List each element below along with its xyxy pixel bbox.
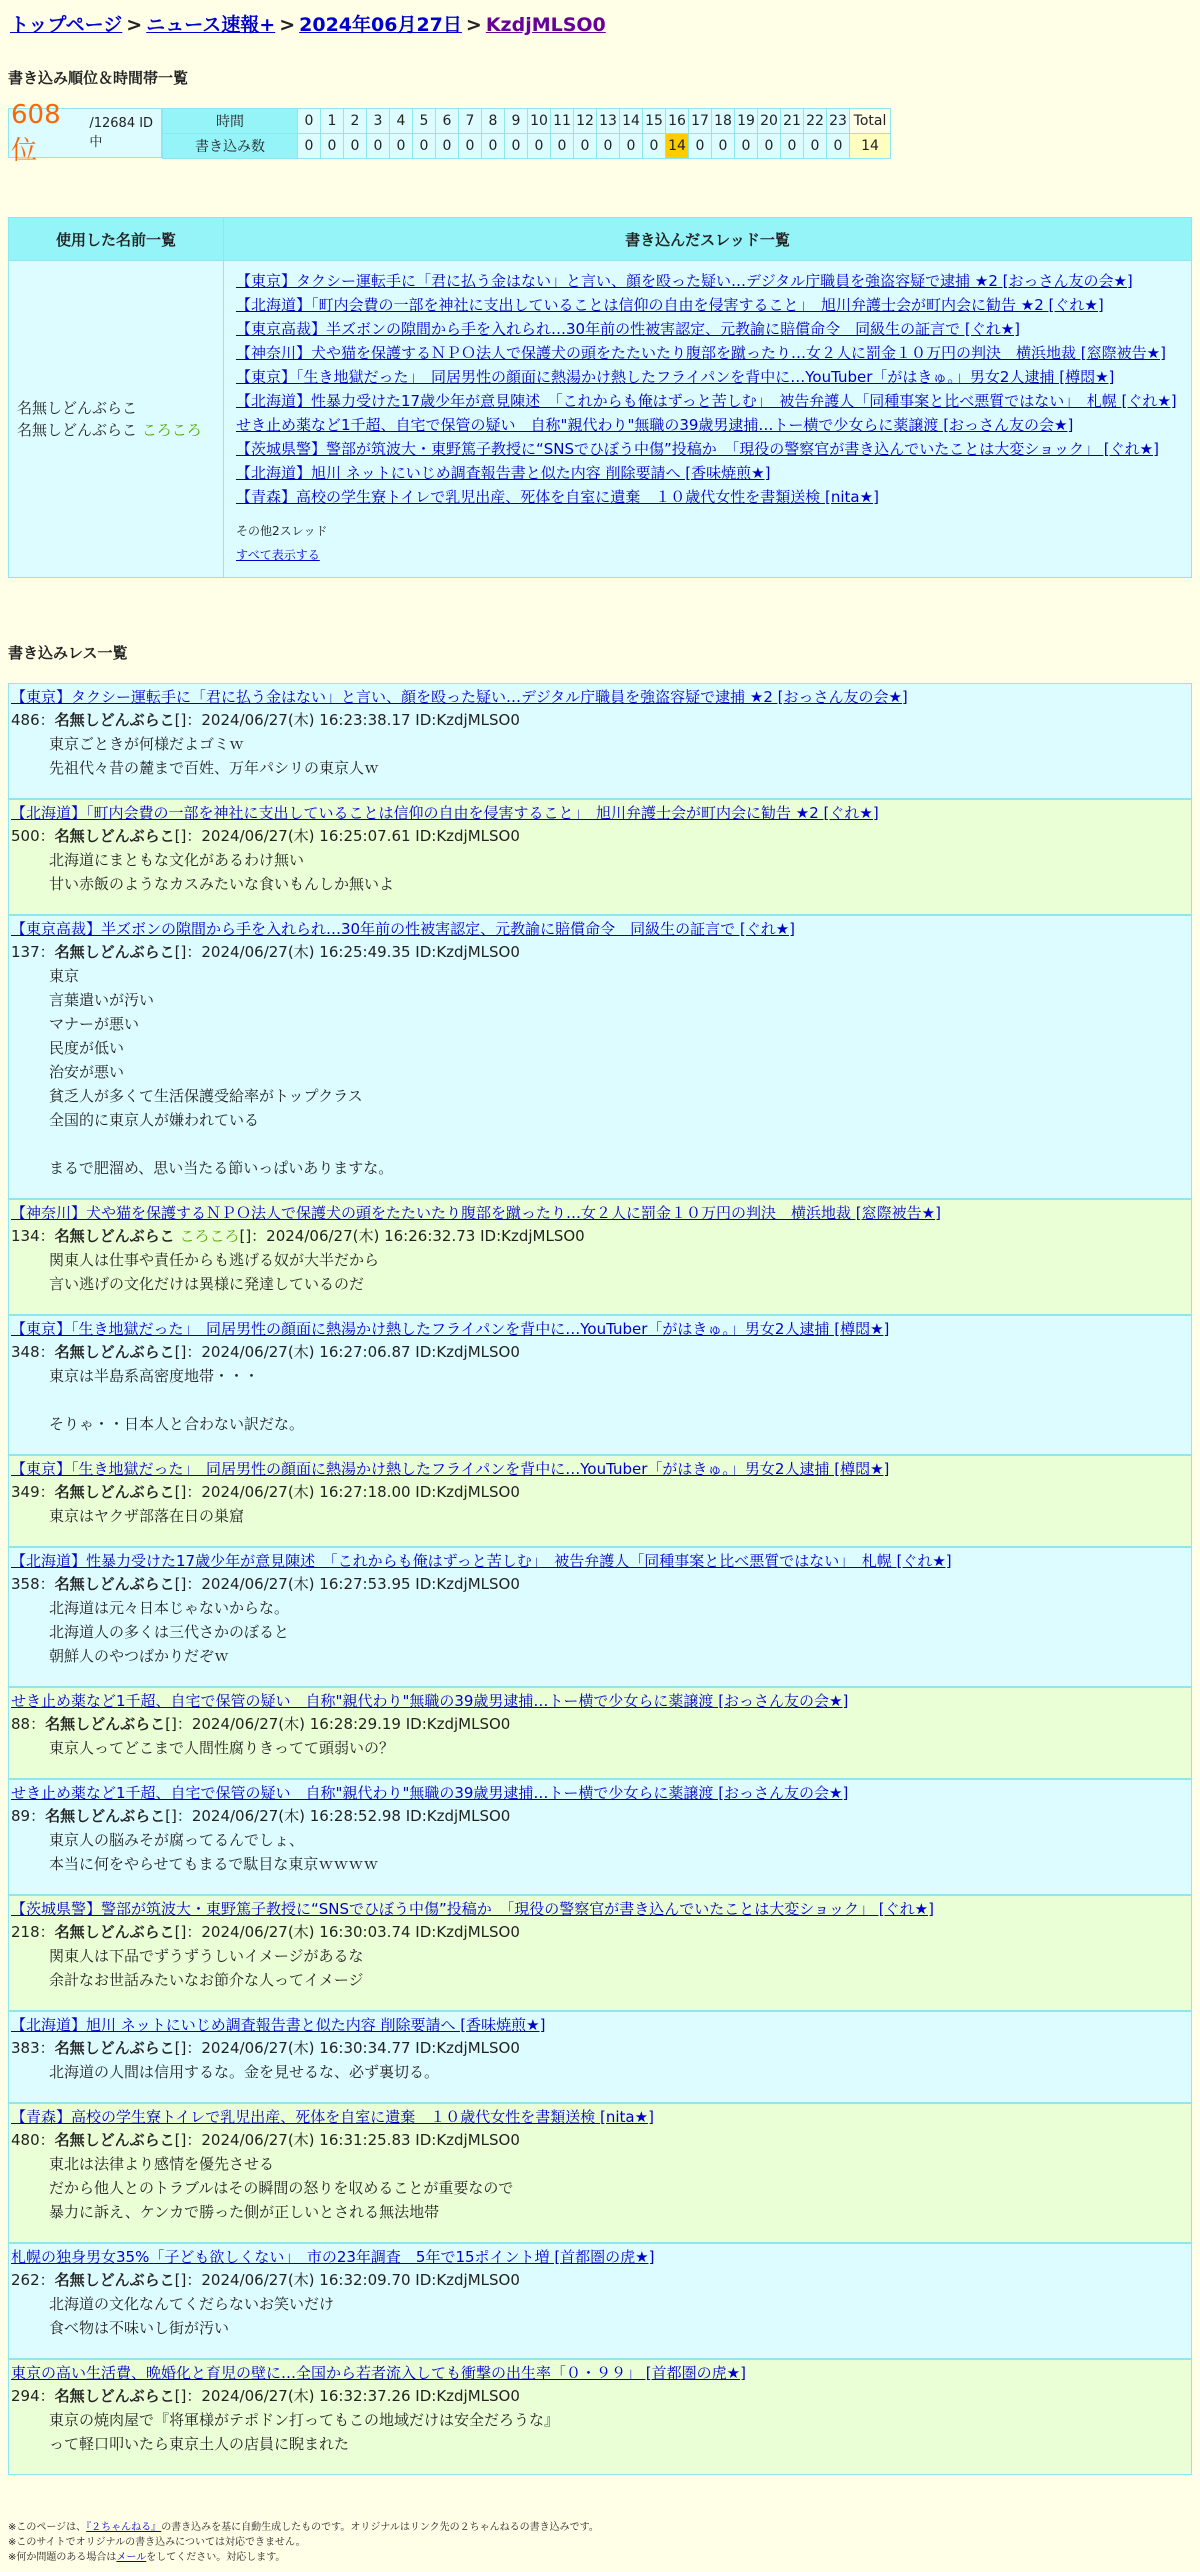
count-cell: 0 xyxy=(781,134,804,159)
more-threads xyxy=(236,519,1179,567)
post-thread-link[interactable]: 【茨城県警】警部が筑波大・東野篤子教授に“SNSでひぼう中傷”投稿か 「現役の警察官が書き込んでいたことは大変ショック」 [ぐれ★] xyxy=(11,1900,934,1918)
breadcrumb-board-link[interactable]: ニュース速報+ xyxy=(146,14,276,36)
time-row-label: 時間 xyxy=(163,109,298,134)
thread-list xyxy=(236,269,1179,509)
post-body: 東京は半島系高密度地帯・・・ そりゃ・・日本人と合わない訳だな。 xyxy=(49,1367,305,1433)
post-author-name: 名無しどんぶらこ xyxy=(54,2271,175,2289)
post-meta: []：2024/06/27(木) 16:28:29.19 ID:KzdjMLSO0 xyxy=(165,1715,511,1733)
post-author-name: 名無しどんぶらこ xyxy=(54,1227,175,1245)
thread-link[interactable]: 【神奈川】犬や猫を保護するＮＰＯ法人で保護犬の頭をたたいたり腹部を蹴ったり…女２人に罰金１０万円の判決 横浜地裁 [窓際被告★] xyxy=(236,344,1166,362)
count-cell: 0 xyxy=(689,134,712,159)
post-header xyxy=(9,1572,1191,1596)
hour-header-cell: 12 xyxy=(574,109,597,134)
post-body: 東京の焼肉屋で『将軍様がテポドン打ってもこの地域だけは安全だろうな』 って軽口叩いたら東京土人の店員に睨まれた xyxy=(49,2411,560,2453)
post-body: 北海道にまともな文化があるわけ無い 甘い赤飯のようなカスみたいな食いもんしか無いよ xyxy=(49,851,395,893)
post-thread-title xyxy=(9,1550,1191,1572)
footer xyxy=(8,2520,1192,2565)
post-author-green: ころころ xyxy=(179,1227,240,1245)
posts-heading: 書き込みレス一覧 xyxy=(8,644,128,662)
post-body: 東北は法律より感情を優先させる だから他人とのトラブルはその瞬間の怒りを収めることが重要なので 暴力に訴え、ケンカで勝った側が正しいとされる無法地帯 xyxy=(49,2155,514,2221)
breadcrumb xyxy=(10,10,1192,37)
post-thread-link[interactable]: 【北海道】性暴力受けた17歳少年が意見陳述 「これからも俺はずっと苦しむ」 被告弁護人「同種事案と比べ悪質ではない」 札幌 [ぐれ★] xyxy=(11,1552,952,1570)
post-thread-title xyxy=(9,1458,1191,1480)
post-list xyxy=(8,683,1192,2475)
post-thread-link[interactable]: 札幌の独身男女35%「子ども欲しくない」 市の23年調査 5年で15ポイント増 [首都圏の虎★] xyxy=(11,2248,655,2266)
post-colon: ： xyxy=(39,1227,55,1245)
post-colon: ： xyxy=(30,1807,46,1825)
count-cell: 0 xyxy=(459,134,482,159)
threads-cell xyxy=(224,261,1192,578)
post-thread-title xyxy=(9,1690,1191,1712)
breadcrumb-separator: > xyxy=(465,14,482,36)
post xyxy=(8,1455,1192,1547)
name-item xyxy=(17,419,215,441)
thread-link[interactable]: 【東京高裁】半ズボンの隙間から手を入れられ…30年前の性被害認定、元教諭に賠償命令 同級生の証言で [ぐれ★] xyxy=(236,320,1021,338)
post-header xyxy=(9,2384,1191,2408)
hour-header-cell: 7 xyxy=(459,109,482,134)
count-cell: 0 xyxy=(482,134,505,159)
post xyxy=(8,2103,1192,2243)
hour-header-cell: 3 xyxy=(367,109,390,134)
post-body: 関東人は仕事や責任からも逃げる奴が大半だから 言い逃げの文化だけは異様に発達しているのだ xyxy=(49,1251,380,1293)
post-colon: ： xyxy=(39,2387,55,2405)
post-body: 北海道の人間は信用するな。金を見せるな、必ず裏切る。 xyxy=(49,2063,440,2081)
post-thread-link[interactable]: せき止め薬など1千超、自宅で保管の疑い 自称"親代わり"無職の39歳男逮捕…トー横で少女らに薬譲渡 [おっさん友の会★] xyxy=(11,1692,849,1710)
post-colon: ： xyxy=(39,2271,55,2289)
count-cell: 0 xyxy=(574,134,597,159)
post-header xyxy=(9,1712,1191,1736)
post-header xyxy=(9,1224,1191,1248)
post-number: 294 xyxy=(11,2387,40,2405)
hourly-table xyxy=(162,108,891,159)
post-header xyxy=(9,1804,1191,1828)
post-body: 東京人ってどこまで人間性腐りきってて頭弱いの？ xyxy=(49,1739,395,1757)
post xyxy=(8,683,1192,799)
hour-header-cell: 16 xyxy=(666,109,689,134)
post-number: 89 xyxy=(11,1807,31,1825)
count-cell: 0 xyxy=(390,134,413,159)
post-author-name: 名無しどんぶらこ xyxy=(54,827,175,845)
show-all-threads-link[interactable]: すべて表示する xyxy=(236,548,320,562)
post-number: 218 xyxy=(11,1923,40,1941)
post xyxy=(8,1199,1192,1315)
count-cell: 0 xyxy=(298,134,321,159)
count-cell: 0 xyxy=(413,134,436,159)
hour-header-cell: 8 xyxy=(482,109,505,134)
post xyxy=(8,2243,1192,2359)
post-meta: []：2024/06/27(木) 16:27:53.95 ID:KzdjMLSO0 xyxy=(174,1575,520,1593)
post-thread-title xyxy=(9,2362,1191,2384)
post-colon: ： xyxy=(39,943,55,961)
post-meta: []：2024/06/27(木) 16:32:37.26 ID:KzdjMLSO0 xyxy=(174,2387,520,2405)
post-thread-link[interactable]: 東京の高い生活費、晩婚化と育児の壁に…全国から若者流入しても衝撃の出生率「０・９９」 [首都圏の虎★] xyxy=(11,2364,746,2382)
post-colon: ： xyxy=(39,827,55,845)
rank-total-ids: /12684 ID中 xyxy=(89,116,154,150)
post-header xyxy=(9,2128,1191,2152)
hour-header-cell: 0 xyxy=(298,109,321,134)
post-colon: ： xyxy=(39,2131,55,2149)
post xyxy=(8,915,1192,1199)
post-number: 262 xyxy=(11,2271,40,2289)
hour-header-cell: 23 xyxy=(827,109,850,134)
thread-link[interactable]: 【青森】高校の学生寮トイレで乳児出産、死体を自室に遺棄 １０歳代女性を書類送検 [nita★] xyxy=(236,488,879,506)
thread-link[interactable]: 【北海道】性暴力受けた17歳少年が意見陳述 「これからも俺はずっと苦しむ」 被告弁護人「同種事案と比べ悪質ではない」 札幌 [ぐれ★] xyxy=(236,392,1177,410)
post-author-name: 名無しどんぶらこ xyxy=(54,1923,175,1941)
post-thread-link[interactable]: 【青森】高校の学生寮トイレで乳児出産、死体を自室に遺棄 １０歳代女性を書類送検 [nita★] xyxy=(11,2108,654,2126)
post-thread-link[interactable]: せき止め薬など1千超、自宅で保管の疑い 自称"親代わり"無職の39歳男逮捕…トー横で少女らに薬譲渡 [おっさん友の会★] xyxy=(11,1784,849,1802)
post-author-name: 名無しどんぶらこ xyxy=(54,2131,175,2149)
post-colon: ： xyxy=(39,1343,55,1361)
breadcrumb-id-link[interactable]: KzdjMLSO0 xyxy=(485,14,606,36)
post-author-name: 名無しどんぶらこ xyxy=(54,2039,175,2057)
hour-header-cell: 2 xyxy=(344,109,367,134)
hour-header-cell: 6 xyxy=(436,109,459,134)
hour-header-cell: 22 xyxy=(804,109,827,134)
post-number: 486 xyxy=(11,711,40,729)
post-header xyxy=(9,2268,1191,2292)
footer-mail-link[interactable]: メール xyxy=(116,2552,147,2563)
post-colon: ： xyxy=(39,1923,55,1941)
post-body: 関東人は下品でずうずうしいイメージがあるな 余計なお世話みたいなお節介な人ってイメージ xyxy=(49,1947,364,1989)
rank-box xyxy=(8,99,162,166)
footer-line xyxy=(8,2520,1192,2535)
post-author-name: 名無しどんぶらこ xyxy=(54,1483,175,1501)
count-cell: 0 xyxy=(804,134,827,159)
post-header xyxy=(9,1920,1191,1944)
post-body: 東京 言葉遣いが汚い マナーが悪い 民度が低い 治安が悪い 貧乏人が多くて生活保護受給率がトップクラス 全国的に東京人が嫌われている まるで肥溜め、思い当たる節いっぱいありますな。 xyxy=(49,967,394,1177)
post-body: 北海道は元々日本じゃないからな。 北海道人の多くは三代さかのぼると 朝鮮人のやつばかりだぞｗ xyxy=(49,1599,290,1665)
post-body: 東京人の脳みそが腐ってるんでしょ、 本当に何をやらせてもまるで駄目な東京ｗｗｗｗ xyxy=(49,1831,379,1873)
post-thread-title xyxy=(9,918,1191,940)
count-cell: 0 xyxy=(643,134,666,159)
post-thread-title xyxy=(9,1782,1191,1804)
post-thread-title xyxy=(9,1202,1191,1224)
rank-value: 608 位 xyxy=(11,99,61,166)
hour-header-cell: 5 xyxy=(413,109,436,134)
count-cell: 0 xyxy=(620,134,643,159)
post-meta: []：2024/06/27(木) 16:26:32.73 ID:KzdjMLSO0 xyxy=(239,1227,585,1245)
post-thread-link[interactable]: 【北海道】旭川 ネットにいじめ調査報告書と似た内容 削除要請へ [香味焼煎★] xyxy=(11,2016,546,2034)
post-author-name: 名無しどんぶらこ xyxy=(54,1343,175,1361)
footer-line xyxy=(8,2550,1192,2565)
post-colon: ： xyxy=(30,1715,46,1733)
post-header xyxy=(9,1340,1191,1364)
names-column-header: 使用した名前一覧 xyxy=(9,218,224,261)
post-header xyxy=(9,708,1191,732)
post-meta: []：2024/06/27(木) 16:23:38.17 ID:KzdjMLSO0 xyxy=(174,711,520,729)
post xyxy=(8,1687,1192,1779)
hour-header-cell: 19 xyxy=(735,109,758,134)
post xyxy=(8,799,1192,915)
post-author-name: 名無しどんぶらこ xyxy=(54,1575,175,1593)
post-thread-link[interactable]: 【東京】「生き地獄だった」 同居男性の顔面に熱湯かけ熱したフライパンを背中に…YouTuber「がはきゅ。」男女2人逮捕 [樽悶★] xyxy=(11,1460,890,1478)
footer-text: をしてください。対応します。 xyxy=(146,2552,286,2563)
post xyxy=(8,2359,1192,2475)
post-colon: ： xyxy=(39,711,55,729)
post-header xyxy=(9,824,1191,848)
post-meta: []：2024/06/27(木) 16:32:09.70 ID:KzdjMLSO0 xyxy=(174,2271,520,2289)
hour-header-cell: 9 xyxy=(505,109,528,134)
footer-2ch-link[interactable]: 『２ちゃんねる』 xyxy=(86,2522,162,2533)
post-colon: ： xyxy=(39,2039,55,2057)
post-meta: []：2024/06/27(木) 16:25:07.61 ID:KzdjMLSO0 xyxy=(174,827,520,845)
post-number: 134 xyxy=(11,1227,40,1245)
post-thread-link[interactable]: 【東京】タクシー運転手に「君に払う金はない」と言い、顔を殴った疑い…デジタル庁職員を強盗容疑で逮捕 ★2 [おっさん友の会★] xyxy=(11,688,908,706)
count-cell: 0 xyxy=(712,134,735,159)
post xyxy=(8,1547,1192,1687)
hour-header-cell: 1 xyxy=(321,109,344,134)
post-meta: []：2024/06/27(木) 16:30:03.74 ID:KzdjMLSO0 xyxy=(174,1923,520,1941)
count-cell: 0 xyxy=(344,134,367,159)
hour-header-cell: 15 xyxy=(643,109,666,134)
thread-link[interactable]: せき止め薬など1千超、自宅で保管の疑い 自称"親代わり"無職の39歳男逮捕…トー横で少女らに薬譲渡 [おっさん友の会★] xyxy=(236,416,1074,434)
post-number: 480 xyxy=(11,2131,40,2149)
count-cell: 0 xyxy=(735,134,758,159)
thread-link[interactable]: 【東京】「生き地獄だった」 同居男性の顔面に熱湯かけ熱したフライパンを背中に…YouTuber「がはきゅ。」男女2人逮捕 [樽悶★] xyxy=(236,368,1115,386)
post-number: 137 xyxy=(11,943,40,961)
hour-header-cell: 11 xyxy=(551,109,574,134)
footer-text: ※このページは、 xyxy=(8,2522,87,2533)
post-thread-title xyxy=(9,1898,1191,1920)
count-cell: 0 xyxy=(551,134,574,159)
breadcrumb-date-link[interactable]: 2024年06月27日 xyxy=(299,14,462,36)
thread-link[interactable]: 【北海道】「町内会費の一部を神社に支出していることは信仰の自由を侵害すること」 旭川弁護士会が町内会に勧告 ★2 [ぐれ★] xyxy=(236,296,1104,314)
post-thread-link[interactable]: 【東京高裁】半ズボンの隙間から手を入れられ…30年前の性被害認定、元教諭に賠償命令 同級生の証言で [ぐれ★] xyxy=(11,920,796,938)
post-header xyxy=(9,1480,1191,1504)
post-meta: []：2024/06/27(木) 16:31:25.83 ID:KzdjMLSO0 xyxy=(174,2131,520,2149)
post-thread-link[interactable]: 【北海道】「町内会費の一部を神社に支出していることは信仰の自由を侵害すること」 旭川弁護士会が町内会に勧告 ★2 [ぐれ★] xyxy=(11,804,879,822)
breadcrumb-separator: > xyxy=(126,14,143,36)
thread-link[interactable]: 【東京】タクシー運転手に「君に払う金はない」と言い、顔を殴った疑い…デジタル庁職員を強盗容疑で逮捕 ★2 [おっさん友の会★] xyxy=(236,272,1133,290)
post-meta: []：2024/06/27(木) 16:27:18.00 ID:KzdjMLSO0 xyxy=(174,1483,520,1501)
post-header xyxy=(9,940,1191,964)
post-author-name: 名無しどんぶらこ xyxy=(54,711,175,729)
post-meta: []：2024/06/27(木) 16:28:52.98 ID:KzdjMLSO0 xyxy=(165,1807,511,1825)
thread-link[interactable]: 【茨城県警】警部が筑波大・東野篤子教授に“SNSでひぼう中傷”投稿か 「現役の警察官が書き込んでいたことは大変ショック」 [ぐれ★] xyxy=(236,440,1159,458)
count-cell: 0 xyxy=(505,134,528,159)
post-number: 500 xyxy=(11,827,40,845)
more-threads-text: その他2スレッド xyxy=(236,524,328,538)
hour-header-cell: 17 xyxy=(689,109,712,134)
post-number: 88 xyxy=(11,1715,31,1733)
count-cell: 0 xyxy=(827,134,850,159)
post xyxy=(8,1779,1192,1895)
post-meta: []：2024/06/27(木) 16:30:34.77 ID:KzdjMLSO0 xyxy=(174,2039,520,2057)
post-thread-title xyxy=(9,1318,1191,1340)
hour-header-cell: 20 xyxy=(758,109,781,134)
footer-text: の書き込みを基に自動生成したものです。オリジナルはリンク先の２ちゃんねるの書き込みです。 xyxy=(161,2522,599,2533)
post-header xyxy=(9,2036,1191,2060)
post-body: 東京はヤクザ部落在日の巣窟 xyxy=(49,1507,245,1525)
hour-header-cell: 21 xyxy=(781,109,804,134)
post-thread-title xyxy=(9,2106,1191,2128)
names-threads-table xyxy=(8,217,1192,578)
post-number: 349 xyxy=(11,1483,40,1501)
post-thread-title xyxy=(9,686,1191,708)
post-meta: []：2024/06/27(木) 16:27:06.87 ID:KzdjMLSO0 xyxy=(174,1343,520,1361)
footer-text: ※何か問題のある場合は xyxy=(8,2552,117,2563)
post-thread-title xyxy=(9,2014,1191,2036)
post-author-name: 名無しどんぶらこ xyxy=(45,1807,166,1825)
count-row-label: 書き込み数 xyxy=(163,134,298,159)
breadcrumb-separator: > xyxy=(279,14,296,36)
name-item: 名無しどんぶらこ xyxy=(17,399,138,417)
count-cell: 0 xyxy=(528,134,551,159)
footer-line: ※このサイトでオリジナルの書き込みについては対応できません。 xyxy=(8,2537,306,2548)
name-text: 名無しどんぶらこ xyxy=(17,421,142,439)
post-author-name: 名無しどんぶらこ xyxy=(54,943,175,961)
post-body: 東京ごときが何様だよゴミｗ 先祖代々昔の麓まで百姓、万年パシリの東京人ｗ xyxy=(49,735,380,777)
post-colon: ： xyxy=(39,1575,55,1593)
hour-header-cell: 4 xyxy=(390,109,413,134)
post-meta: []：2024/06/27(木) 16:25:49.35 ID:KzdjMLSO0 xyxy=(174,943,520,961)
post xyxy=(8,1315,1192,1455)
post-thread-title xyxy=(9,2246,1191,2268)
post-body: 北海道の文化なんてくだらないお笑いだけ 食べ物は不味いし街が汚い xyxy=(49,2295,335,2337)
post-number: 348 xyxy=(11,1343,40,1361)
thread-link[interactable]: 【北海道】旭川 ネットにいじめ調査報告書と似た内容 削除要請へ [香味焼煎★] xyxy=(236,464,771,482)
post-author-name: 名無しどんぶらこ xyxy=(45,1715,166,1733)
breadcrumb-top-link[interactable]: トップページ xyxy=(10,14,123,36)
post-colon: ： xyxy=(39,1483,55,1501)
post-number: 383 xyxy=(11,2039,40,2057)
post-thread-link[interactable]: 【東京】「生き地獄だった」 同居男性の顔面に熱湯かけ熱したフライパンを背中に…YouTuber「がはきゅ。」男女2人逮捕 [樽悶★] xyxy=(11,1320,890,1338)
hour-header-cell: 13 xyxy=(597,109,620,134)
count-cell: 0 xyxy=(367,134,390,159)
rank-heading: 書き込み順位＆時間帯一覧 xyxy=(8,69,189,87)
hour-header-cell: 14 xyxy=(620,109,643,134)
post xyxy=(8,1895,1192,2011)
count-cell: 0 xyxy=(597,134,620,159)
hour-header-cell: 10 xyxy=(528,109,551,134)
count-cell: 0 xyxy=(321,134,344,159)
post xyxy=(8,2011,1192,2103)
hour-header-cell: 18 xyxy=(712,109,735,134)
post-author-name: 名無しどんぶらこ xyxy=(54,2387,175,2405)
count-cell: 0 xyxy=(436,134,459,159)
post-number: 358 xyxy=(11,1575,40,1593)
post-thread-title xyxy=(9,802,1191,824)
count-cell: 0 xyxy=(758,134,781,159)
hour-header-cell: Total xyxy=(850,109,891,134)
name-green-text: ころころ xyxy=(141,421,202,439)
threads-column-header: 書き込んだスレッド一覧 xyxy=(224,218,1192,261)
count-total-cell: 14 xyxy=(850,134,891,159)
post-thread-link[interactable]: 【神奈川】犬や猫を保護するＮＰＯ法人で保護犬の頭をたたいたり腹部を蹴ったり…女２人に罰金１０万円の判決 横浜地裁 [窓際被告★] xyxy=(11,1204,941,1222)
rank-panel xyxy=(8,99,1192,166)
names-cell xyxy=(9,261,224,578)
count-cell: 14 xyxy=(666,134,689,159)
